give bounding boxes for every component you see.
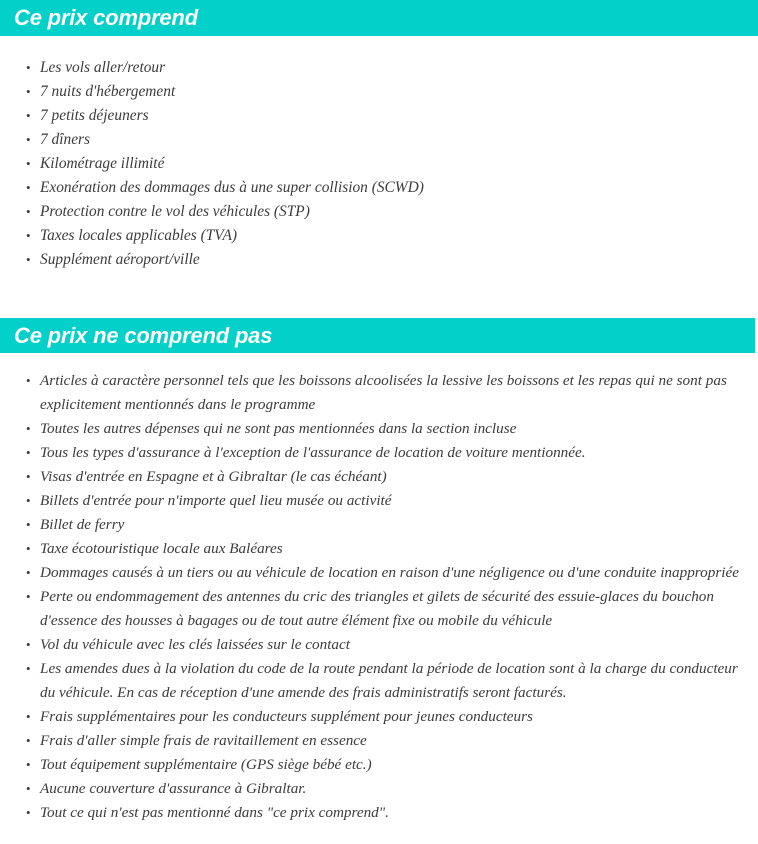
excluded-items-list: [0, 369, 758, 825]
list-item: • Visas d'entrée en Espagne et à Gibraltar (le cas échéant): [0, 465, 758, 489]
list-item: • Billets d'entrée pour n'importe quel lieu musée ou activité: [0, 489, 758, 513]
list-item: • Frais d'aller simple frais de ravitaillement en essence: [0, 729, 758, 753]
list-item: • 7 petits déjeuners: [0, 104, 758, 128]
list-item: • Dommages causés à un tiers ou au véhicule de location en raison d'une négligence ou d'une conduite inappropriée: [0, 561, 758, 585]
list-item: • Perte ou endommagement des antennes du cric des triangles et gilets de sécurité des essuie-glaces du bouchon d'essence des housses à bagages ou de tout autre élément fixe ou mobile du véhicule: [0, 585, 758, 633]
list-item: • Tout équipement supplémentaire (GPS siège bébé etc.): [0, 753, 758, 777]
list-item: • Tout ce qui n'est pas mentionné dans "ce prix comprend".: [0, 801, 758, 825]
included-items-list: [0, 56, 758, 272]
list-item: • Protection contre le vol des véhicules (STP): [0, 200, 758, 224]
list-item: • Kilométrage illimité: [0, 152, 758, 176]
list-item: • Articles à caractère personnel tels que les boissons alcoolisées la lessive les boissons et les repas qui ne sont pas explicitement mentionnés dans le programme: [0, 369, 758, 417]
list-item: • Les amendes dues à la violation du code de la route pendant la période de location sont à la charge du conducteur du véhicule. En cas de réception d'une amende des frais administratifs seront facturés.: [0, 657, 758, 705]
section-header-excluded: Ce prix ne comprend pas: [0, 318, 755, 353]
list-item: • Billet de ferry: [0, 513, 758, 537]
list-item: • Frais supplémentaires pour les conducteurs supplément pour jeunes conducteurs: [0, 705, 758, 729]
list-item: • Taxes locales applicables (TVA): [0, 224, 758, 248]
list-item: • Aucune couverture d'assurance à Gibraltar.: [0, 777, 758, 801]
list-item: • Les vols aller/retour: [0, 56, 758, 80]
list-item: • Toutes les autres dépenses qui ne sont pas mentionnées dans la section incluse: [0, 417, 758, 441]
list-item: • Tous les types d'assurance à l'exception de l'assurance de location de voiture mentionnée.: [0, 441, 758, 465]
list-item: • Supplément aéroport/ville: [0, 248, 758, 272]
section-header-included: Ce prix comprend: [0, 0, 758, 36]
section-divider-space: [0, 272, 758, 318]
list-item: • Vol du véhicule avec les clés laissées sur le contact: [0, 633, 758, 657]
list-item: • 7 nuits d'hébergement: [0, 80, 758, 104]
list-item: • Exonération des dommages dus à une super collision (SCWD): [0, 176, 758, 200]
list-item: • 7 dîners: [0, 128, 758, 152]
list-item: • Taxe écotouristique locale aux Baléares: [0, 537, 758, 561]
